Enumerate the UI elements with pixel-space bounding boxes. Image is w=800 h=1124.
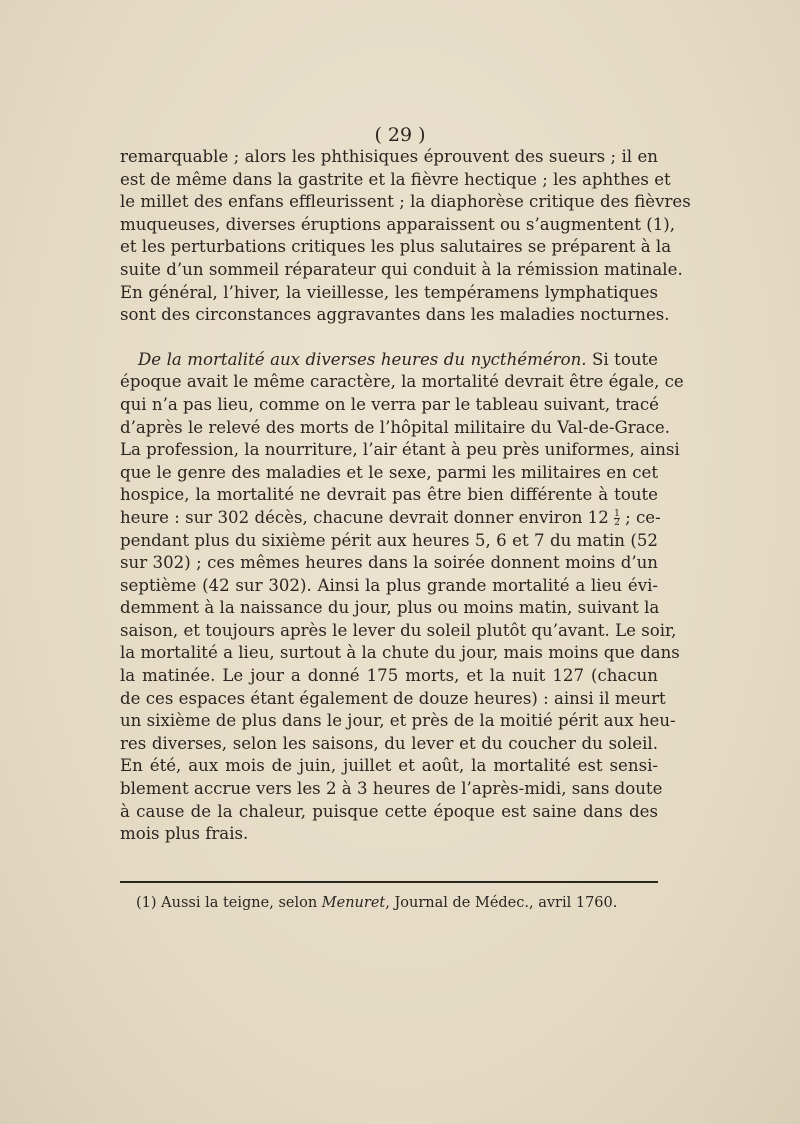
main-text: [120, 146, 691, 846]
text-line: saison, et toujours après le lever du soleil plutôt qu’avant. Le soir,: [120, 620, 677, 640]
text-line: époque avait le même caractère, la mortalité devrait être égale, ce: [120, 372, 684, 392]
text-line: remarquable ; alors les phthisiques éprouvent des sueurs ; il en: [120, 147, 658, 166]
text-line: et les perturbations critiques les plus salutaires se préparent à la: [120, 237, 672, 257]
text-line: un sixième de plus dans le jour, et près de la moitié périt aux heu-: [120, 711, 676, 731]
paragraph-2: [120, 349, 684, 846]
text-line: En général, l’hiver, la vieillesse, les tempéramens lymphatiques: [120, 282, 658, 302]
text-line: suite d’un sommeil réparateur qui conduit à la rémission matinale.: [120, 259, 683, 279]
text-line: sur 302) ; ces mêmes heures dans la soirée donnent moins d’un: [120, 553, 658, 573]
text-line: d’après le relevé des morts de l’hôpital militaire du Val-de-Grace.: [120, 417, 671, 437]
text-fragment: heure : sur 302 décès, chacune devrait donner environ 12: [120, 507, 609, 527]
text-line: muqueuses, diverses éruptions apparaissent ou s’augmentent (1),: [120, 214, 676, 234]
text-line: demment à la naissance du jour, plus ou moins matin, suivant la: [120, 598, 660, 618]
text-line: blement accrue vers les 2 à 3 heures de l’après-midi, sans doute: [120, 779, 663, 799]
text-fragment: Si toute: [586, 349, 659, 369]
footnote: [136, 893, 656, 913]
text-line: En été, aux mois de juin, juillet et août, la mortalité est sensi-: [120, 756, 658, 776]
text-line: la matinée. Le jour a donné 175 morts, et la nuit 127 (chacun: [120, 666, 658, 686]
footnote-rule: [120, 881, 658, 883]
text-line: à cause de la chaleur, puisque cette époque est saine dans des: [120, 801, 658, 821]
text-line: res diverses, selon les saisons, du lever et du coucher du soleil.: [120, 733, 658, 753]
text-line: le millet des enfans effleurissent ; la diaphorèse critique des fièvres: [120, 192, 691, 212]
text-line: de ces espaces étant également de douze heures) : ainsi il meurt: [120, 688, 666, 708]
fraction-line: [120, 507, 661, 530]
text-line: la mortalité a lieu, surtout à la chute du jour, mais moins que dans: [120, 643, 680, 663]
paragraph-1: [120, 146, 691, 327]
footnote-author: Menuret: [321, 895, 386, 911]
text-line: septième (42 sur 302). Ainsi la plus grande mortalité a lieu évi-: [120, 575, 658, 595]
text-line: sont des circonstances aggravantes dans les maladies nocturnes.: [120, 305, 670, 325]
footnote-text: (1) Aussi la teigne, selon: [136, 895, 322, 911]
text-line: mois plus frais.: [120, 824, 249, 844]
text-line: que le genre des maladies et le sexe, parmi les militaires en cet: [120, 462, 658, 482]
text-line: La profession, la nourriture, l’air étant à peu près uniformes, ainsi: [120, 440, 680, 460]
text-fragment: ; ce-: [625, 507, 661, 527]
footnote-text: , Journal de Médec., avril 1760.: [385, 895, 618, 911]
fraction-half: [614, 510, 620, 527]
paragraph-2-first-line: [120, 349, 658, 372]
fraction-denominator: 2: [614, 517, 620, 528]
text-line: est de même dans la gastrite et la fièvre hectique ; les aphthes et: [120, 169, 671, 189]
section-title: De la mortalité aux diverses heures du nycthéméron.: [138, 349, 587, 369]
text-line: qui n’a pas lieu, comme on le verra par le tableau suivant, tracé: [120, 394, 660, 414]
text-line: pendant plus du sixième périt aux heures 5, 6 et 7 du matin (52: [120, 530, 658, 550]
page-number: ( 29 ): [374, 124, 426, 146]
fraction-numerator: 1: [614, 508, 620, 519]
text-line: hospice, la mortalité ne devrait pas être bien différente à toute: [120, 485, 658, 505]
